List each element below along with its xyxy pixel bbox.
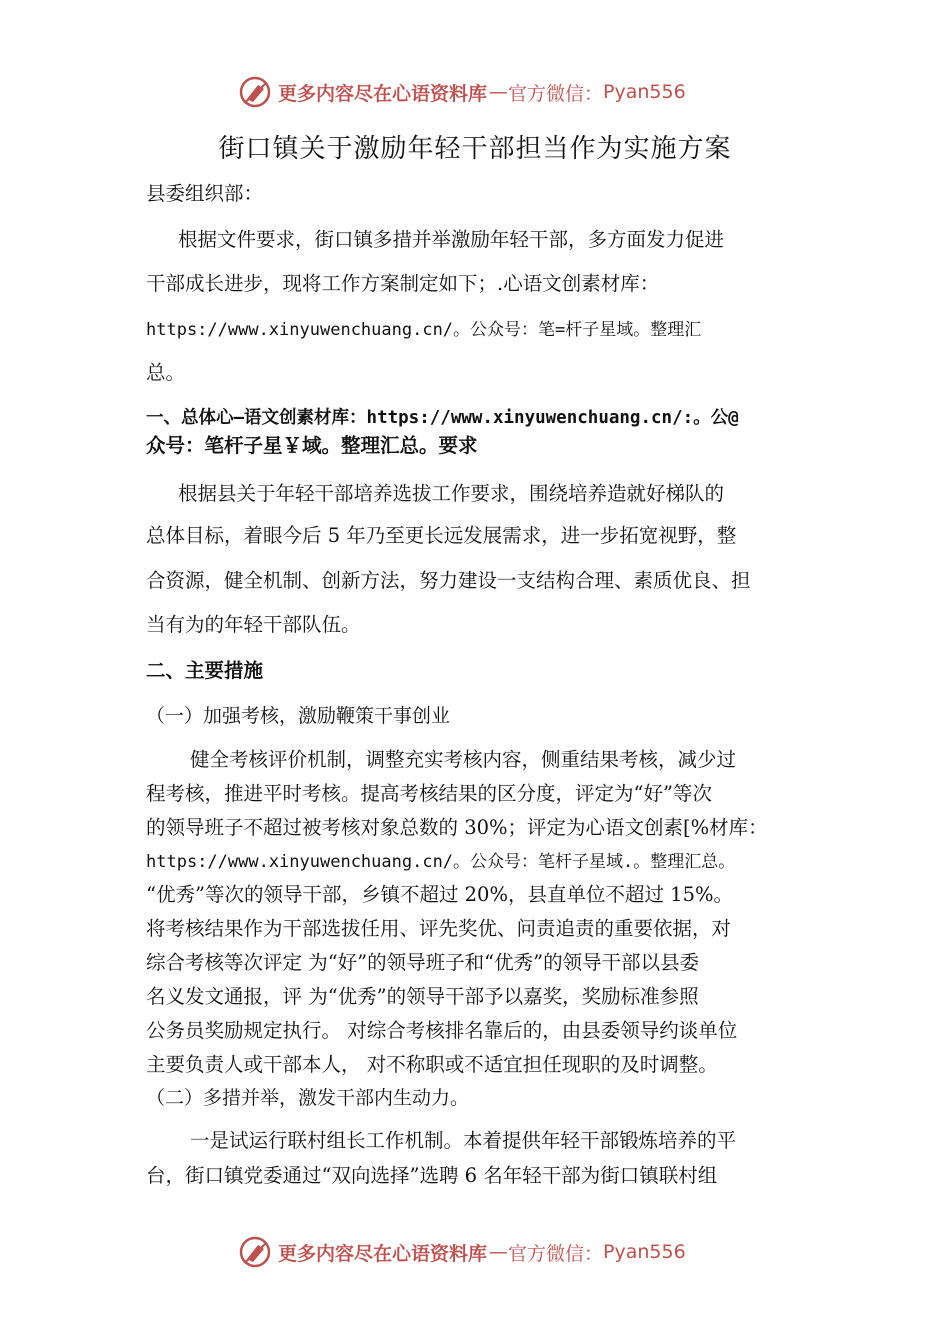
banner-dash: — (489, 1241, 509, 1263)
subsection1-paragraph-line: 主要负责人或干部本人， 对不称职或不适宜担任现职的及时调整。 (146, 1053, 718, 1076)
intro-line: 干部成长进步，现将工作方案制定如下；.心语文创素材库： (146, 272, 660, 295)
subsection2-paragraph-line: 台，街口镇党委通过“双向选择”选聘 6 名年轻干部为街口镇联村组 (146, 1164, 718, 1187)
subsection1-paragraph-line: 将考核结果作为干部选拔任用、评先奖优、问责追责的重要依据，对 (146, 917, 732, 940)
subsection1-paragraph-line: 健全考核评价机制，调整充实考核内容，侧重结果考核，减少过 (190, 748, 737, 771)
banner-dash: — (489, 81, 509, 103)
brand-logo-icon (238, 1235, 272, 1269)
footer-banner (238, 1234, 686, 1270)
section1-paragraph-line: 根据县关于年轻干部培养选拔工作要求，围绕培养造就好梯队的 (178, 482, 725, 505)
banner-wechat-id: Pyan556 (603, 1241, 686, 1263)
document-title: 街口镇关于激励年轻干部担当作为实施方案 (218, 134, 732, 164)
subsection1-paragraph-line: 名义发文通报，评 为“优秀”的领导干部予以嘉奖，奖励标准参照 (146, 985, 699, 1008)
subsection1-heading: （一）加强考核，激励鞭策干事创业 (146, 705, 451, 727)
subsection1-paragraph-line: “优秀”等次的领导干部，乡镇不超过 20%，县直单位不超过 15%。 (146, 883, 734, 906)
banner-label: 官方微信： (508, 82, 604, 105)
subsection1-paragraph-line: 公务员奖励规定执行。 对综合考核排名靠后的，由县委领导约谈单位 (146, 1019, 738, 1042)
subsection2-paragraph-line: 一是试运行联村组长工作机制。本着提供年轻干部锻炼培养的平 (190, 1129, 737, 1152)
section1-paragraph-line: 合资源，健全机制、创新方法，努力建设一支结构合理、素质优良、担 (146, 569, 751, 592)
intro-line: 总。 (146, 361, 186, 384)
subsection1-paragraph-line: 的领导班子不超过被考核对象总数的 30%；评定为心语文创素[%材库： (146, 816, 768, 839)
section1-heading: 众号：笔杆子星￥域。整理汇总。要求 (146, 434, 478, 457)
brand-logo-icon (238, 75, 272, 109)
section1-paragraph-line: 总体目标，着眼今后 5 年乃至更长远发展需求，进一步拓宽视野，整 (146, 524, 737, 547)
banner-label: 官方微信： (508, 1242, 604, 1265)
banner-wechat-id: Pyan556 (603, 81, 686, 103)
section1-heading: 一、总体心—语文创素材库：https://www.xinyuwenchuang.cn/:。公@ (146, 408, 739, 428)
subsection1-paragraph-line: https://www.xinyuwenchuang.cn/。公众号：笔杆子星域.。整理汇总。 (146, 852, 736, 872)
banner-brand: 更多内容尽在心语资料库 (278, 82, 488, 105)
intro-line: 根据文件要求，街口镇多措并举激励年轻干部，多方面发力促进 (178, 228, 725, 251)
subsection2-heading: （二）多措并举，激发干部内生动力。 (146, 1087, 470, 1109)
salutation: 县委组织部： (146, 182, 264, 205)
subsection1-paragraph-line: 综合考核等次评定 为“好”的领导班子和“优秀”的领导干部以县委 (146, 951, 700, 974)
header-banner (238, 74, 686, 110)
section2-heading: 二、主要措施 (146, 659, 264, 682)
subsection1-paragraph-line: 程考核，推进平时考核。提高考核结果的区分度，评定为“好”等次 (146, 782, 712, 805)
section1-paragraph-line: 当有为的年轻干部队伍。 (146, 613, 361, 636)
banner-brand: 更多内容尽在心语资料库 (278, 1242, 488, 1265)
intro-line: https://www.xinyuwenchuang.cn/。公众号：笔=杆子星域。整理汇 (146, 320, 702, 340)
